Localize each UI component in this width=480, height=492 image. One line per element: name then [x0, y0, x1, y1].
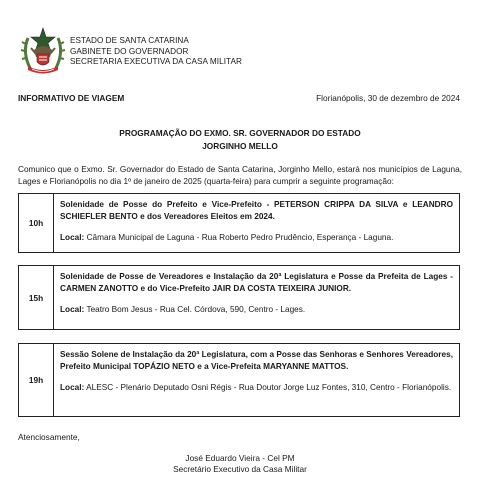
org-line-secretariat: SECRETARIA EXECUTIVA DA CASA MILITAR — [70, 57, 242, 66]
document-date: Florianópolis, 30 de dezembro de 2024 — [316, 93, 460, 103]
event-description: Solenidade de Posse do Prefeito e Vice-Prefeito - PETERSON CRIPPA DA SILVA e LEANDRO SCHIEFLER BENTO e dos Vereadores Eleitos em 2024. — [60, 200, 453, 221]
event-location-text: ALESC - Plenário Deputado Osni Régis - Rua Doutor Jorge Luz Fontes, 310, Centro - Florianópolis. — [86, 383, 452, 392]
location-label: Local: — [60, 233, 85, 242]
program-title-line-2: JORGINHO MELLO — [202, 141, 278, 151]
org-line-state: ESTADO DE SANTA CATARINA — [70, 36, 189, 45]
signer-name: José Eduardo Vieira - Cel PM — [185, 453, 295, 463]
intro-paragraph: Comunico que o Exmo. Sr. Governador do Estado de Santa Catarina, Jorginho Mello, estará nos municípios de Laguna, Lages e Florianópolis no dia 1º de janeiro de 2025 (quarta-feira) para cumprir a seguinte programação: — [18, 165, 462, 186]
event-box — [18, 343, 460, 417]
program-title — [0, 127, 480, 153]
event-box — [18, 193, 460, 253]
signer-title: Secretário Executivo da Casa Militar — [173, 464, 307, 474]
event-location-text: Teatro Bom Jesus - Rua Cel. Córdova, 590, Centro - Lages. — [86, 305, 306, 314]
location-label: Local: — [60, 383, 85, 392]
document-type: INFORMATIVO DE VIAGEM — [18, 93, 125, 103]
location-label: Local: — [60, 305, 85, 314]
org-line-cabinet: GABINETE DO GOVERNADOR — [70, 46, 189, 56]
event-time: 10h — [19, 194, 54, 252]
closing-greeting: Atenciosamente, — [18, 432, 80, 442]
santa-catarina-coat-of-arms-icon — [20, 24, 66, 76]
event-location — [60, 382, 453, 394]
signature-block — [0, 453, 480, 475]
event-box — [18, 265, 460, 330]
event-time: 15h — [19, 266, 54, 329]
program-title-line-1: PROGRAMAÇÃO DO EXMO. SR. GOVERNADOR DO ESTADO — [119, 128, 361, 138]
event-time: 19h — [19, 344, 54, 416]
letterhead — [20, 24, 460, 76]
event-description: Sessão Solene de Instalação da 20ª Legislatura, com a Posse das Senhoras e Senhores Vereadores, Prefeito Municipal TOPÁZIO NETO e a Vice-Prefeita MARYANNE MATTOS. — [60, 350, 453, 371]
event-description: Solenidade de Posse de Vereadores e Instalação da 20ª Legislatura e Posse da Prefeita de Lages - CARMEN ZANOTTO e do Vice-Prefeito JAIR DA COSTA TEIXEIRA JUNIOR. — [60, 272, 453, 293]
event-location-text: Câmara Municipal de Laguna - Rua Roberto Pedro Prudêncio, Esperança - Laguna. — [86, 233, 394, 242]
event-location — [60, 304, 453, 316]
event-location — [60, 232, 453, 244]
